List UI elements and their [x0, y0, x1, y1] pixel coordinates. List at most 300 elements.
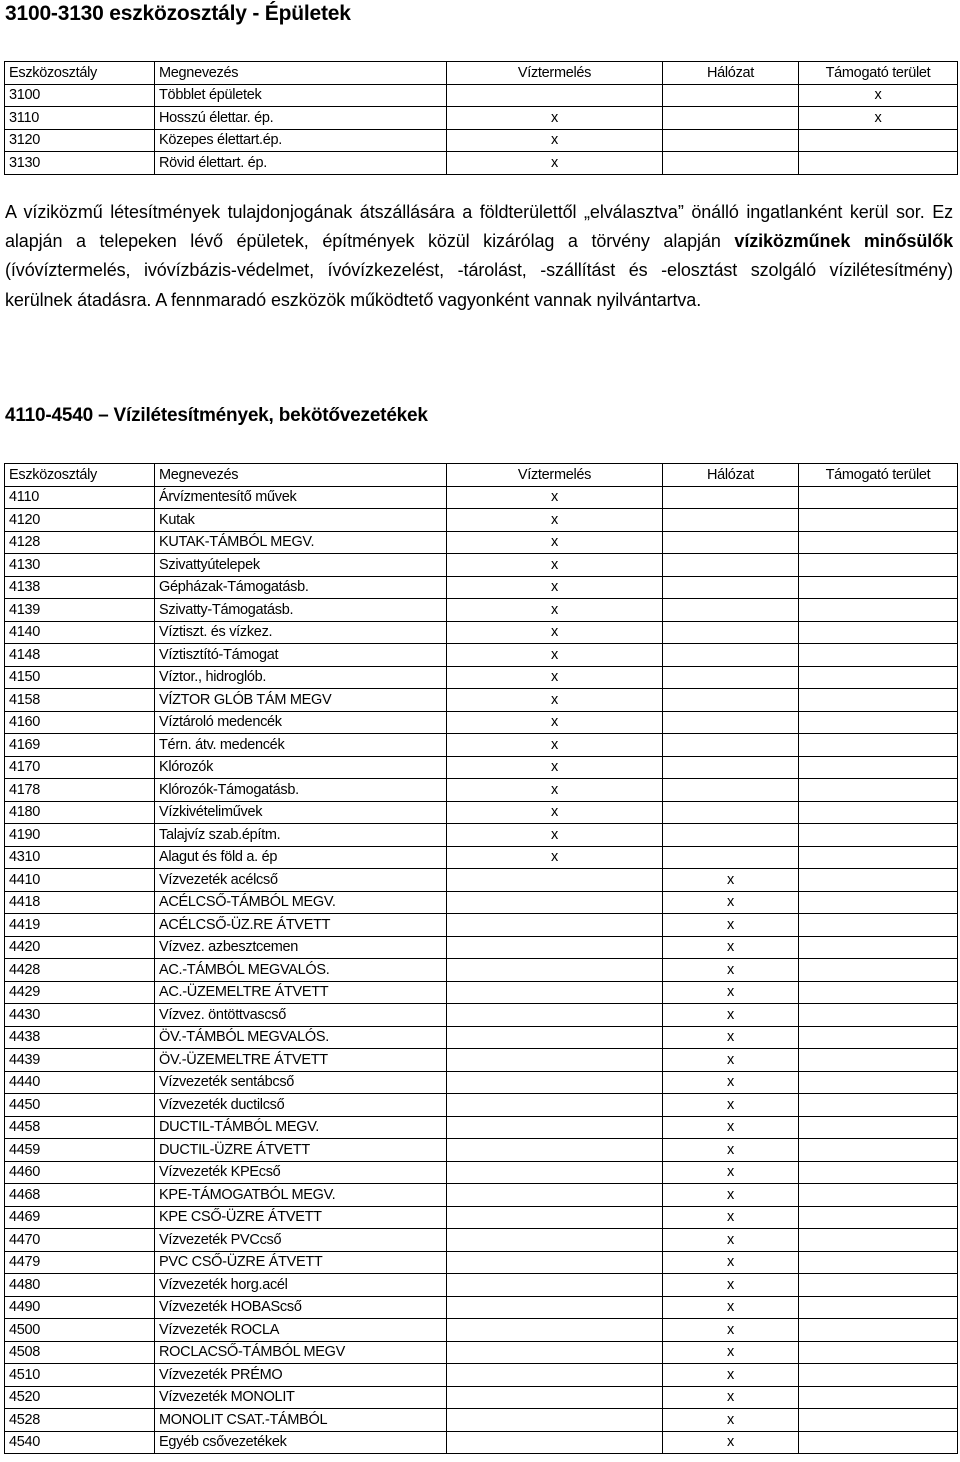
table-row	[5, 891, 958, 914]
transfer-paragraph	[5, 198, 953, 315]
cell-code: 3130	[5, 152, 155, 175]
cell-tamogato-terulet	[799, 1184, 958, 1207]
cell-code: 4120	[5, 509, 155, 532]
table-row	[5, 1409, 958, 1432]
cell-viztermeles: x	[447, 509, 663, 532]
cell-viztermeles	[447, 1206, 663, 1229]
table-row	[5, 1116, 958, 1139]
cell-tamogato-terulet	[799, 1229, 958, 1252]
cell-viztermeles	[447, 1184, 663, 1207]
cell-code: 4310	[5, 846, 155, 869]
cell-tamogato-terulet	[799, 1116, 958, 1139]
cell-halozat	[663, 756, 799, 779]
cell-tamogato-terulet	[799, 1386, 958, 1409]
cell-name: Vízvezeték horg.acél	[155, 1274, 447, 1297]
cell-name: Vízvezeték acélcső	[155, 869, 447, 892]
cell-name: Szivattyútelepek	[155, 554, 447, 577]
cell-tamogato-terulet	[799, 1341, 958, 1364]
cell-tamogato-terulet	[799, 1071, 958, 1094]
cell-code: 4480	[5, 1274, 155, 1297]
cell-name: Kutak	[155, 509, 447, 532]
cell-tamogato-terulet	[799, 711, 958, 734]
cell-halozat	[663, 779, 799, 802]
cell-code: 4140	[5, 621, 155, 644]
cell-halozat	[663, 84, 799, 107]
cell-tamogato-terulet	[799, 1049, 958, 1072]
table-row	[5, 869, 958, 892]
table-row	[5, 1049, 958, 1072]
cell-viztermeles: x	[447, 531, 663, 554]
paragraph-part1: A víziközmű létesítmények tulajdonjogának átszállására a földterülettől „elválasztva” önálló ingatlanként kerül sor. Ez alapján a telepeken lévő épületek, építmények közül kizárólag a törvény alapján	[5, 202, 953, 252]
paragraph-part2: (ívóvíztermelés, ivóvízbázis-védelmet, ívóvízkezelést, -tárolást, -szállítást és -elosztást szolgáló vízilétesítmény) kerülnek átadásra. A fennmaradó eszközök működtető vagyonként vannak nyilvántartva.	[5, 260, 953, 310]
cell-tamogato-terulet	[799, 554, 958, 577]
cell-halozat: x	[663, 1431, 799, 1454]
cell-code: 4420	[5, 936, 155, 959]
cell-name: Víztisztító-Támogat	[155, 644, 447, 667]
cell-viztermeles: x	[447, 779, 663, 802]
cell-viztermeles: x	[447, 756, 663, 779]
cell-name: Vízvezeték MONOLIT	[155, 1386, 447, 1409]
table-row	[5, 1251, 958, 1274]
table-row	[5, 152, 958, 175]
cell-tamogato-terulet	[799, 1251, 958, 1274]
cell-name: DUCTIL-ÜZRE ÁTVETT	[155, 1139, 447, 1162]
header-halozat: Hálózat	[663, 464, 799, 487]
cell-viztermeles: x	[447, 107, 663, 130]
header-tamogato-terulet: Támogató terület	[799, 62, 958, 85]
cell-halozat	[663, 644, 799, 667]
table-row	[5, 1341, 958, 1364]
cell-name: Vízvezeték PVCcső	[155, 1229, 447, 1252]
cell-code: 4458	[5, 1116, 155, 1139]
cell-code: 4128	[5, 531, 155, 554]
table-row	[5, 711, 958, 734]
cell-tamogato-terulet	[799, 509, 958, 532]
buildings-table	[4, 61, 958, 175]
cell-tamogato-terulet	[799, 152, 958, 175]
table-row	[5, 846, 958, 869]
cell-name: AC.-ÜZEMELTRE ÁTVETT	[155, 981, 447, 1004]
cell-halozat: x	[663, 1206, 799, 1229]
cell-tamogato-terulet	[799, 891, 958, 914]
cell-viztermeles: x	[447, 129, 663, 152]
cell-halozat: x	[663, 1229, 799, 1252]
cell-name: Hosszú élettar. ép.	[155, 107, 447, 130]
cell-viztermeles	[447, 891, 663, 914]
cell-viztermeles	[447, 1431, 663, 1454]
cell-viztermeles: x	[447, 711, 663, 734]
cell-viztermeles	[447, 1409, 663, 1432]
cell-halozat: x	[663, 959, 799, 982]
cell-code: 4520	[5, 1386, 155, 1409]
cell-viztermeles: x	[447, 554, 663, 577]
cell-viztermeles: x	[447, 689, 663, 712]
cell-halozat: x	[663, 1139, 799, 1162]
section2-title: 4110-4540 – Vízilétesítmények, bekötővezetékek	[5, 405, 428, 426]
table-row	[5, 1004, 958, 1027]
cell-tamogato-terulet	[799, 846, 958, 869]
cell-tamogato-terulet	[799, 1274, 958, 1297]
cell-halozat: x	[663, 1071, 799, 1094]
cell-tamogato-terulet	[799, 914, 958, 937]
cell-code: 4158	[5, 689, 155, 712]
cell-name: Közepes élettart.ép.	[155, 129, 447, 152]
header-viztermeles: Víztermelés	[447, 62, 663, 85]
cell-name: DUCTIL-TÁMBÓL MEGV.	[155, 1116, 447, 1139]
cell-name: Talajvíz szab.építm.	[155, 824, 447, 847]
cell-code: 4150	[5, 666, 155, 689]
cell-code: 3100	[5, 84, 155, 107]
cell-tamogato-terulet	[799, 666, 958, 689]
table-row	[5, 531, 958, 554]
cell-code: 4460	[5, 1161, 155, 1184]
cell-viztermeles: x	[447, 824, 663, 847]
cell-halozat: x	[663, 1004, 799, 1027]
cell-tamogato-terulet	[799, 1161, 958, 1184]
cell-tamogato-terulet	[799, 981, 958, 1004]
cell-tamogato-terulet	[799, 1319, 958, 1342]
cell-name: KUTAK-TÁMBÓL MEGV.	[155, 531, 447, 554]
water-facilities-table	[4, 463, 958, 1454]
cell-halozat: x	[663, 869, 799, 892]
cell-code: 4178	[5, 779, 155, 802]
cell-code: 4169	[5, 734, 155, 757]
header-megnevezes: Megnevezés	[155, 464, 447, 487]
cell-name: ACÉLCSŐ-TÁMBÓL MEGV.	[155, 891, 447, 914]
cell-code: 4508	[5, 1341, 155, 1364]
cell-tamogato-terulet	[799, 576, 958, 599]
table-row	[5, 107, 958, 130]
cell-code: 3120	[5, 129, 155, 152]
cell-viztermeles	[447, 981, 663, 1004]
cell-viztermeles	[447, 1071, 663, 1094]
cell-code: 4180	[5, 801, 155, 824]
cell-halozat: x	[663, 1341, 799, 1364]
cell-code: 4459	[5, 1139, 155, 1162]
cell-name: ÖV.-ÜZEMELTRE ÁTVETT	[155, 1049, 447, 1072]
cell-name: Vízvezeték sentábcső	[155, 1071, 447, 1094]
table-row	[5, 1229, 958, 1252]
cell-halozat	[663, 801, 799, 824]
cell-halozat	[663, 554, 799, 577]
table-row	[5, 801, 958, 824]
cell-halozat: x	[663, 914, 799, 937]
cell-halozat	[663, 734, 799, 757]
cell-viztermeles: x	[447, 734, 663, 757]
cell-name: Vízvezeték PRÉMO	[155, 1364, 447, 1387]
cell-halozat	[663, 576, 799, 599]
cell-name: Vízvezeték KPEcső	[155, 1161, 447, 1184]
cell-viztermeles	[447, 936, 663, 959]
cell-code: 4170	[5, 756, 155, 779]
cell-tamogato-terulet	[799, 644, 958, 667]
table-row	[5, 914, 958, 937]
cell-name: Vízvezeték HOBAScső	[155, 1296, 447, 1319]
cell-code: 4419	[5, 914, 155, 937]
cell-halozat: x	[663, 1049, 799, 1072]
cell-name: ROCLACSŐ-TÁMBÓL MEGV	[155, 1341, 447, 1364]
cell-code: 4410	[5, 869, 155, 892]
cell-viztermeles	[447, 1026, 663, 1049]
cell-tamogato-terulet	[799, 936, 958, 959]
cell-halozat: x	[663, 1364, 799, 1387]
cell-name: KPE CSŐ-ÜZRE ÁTVETT	[155, 1206, 447, 1229]
cell-tamogato-terulet	[799, 1431, 958, 1454]
cell-viztermeles: x	[447, 846, 663, 869]
cell-halozat: x	[663, 1251, 799, 1274]
cell-halozat: x	[663, 1386, 799, 1409]
cell-halozat: x	[663, 1116, 799, 1139]
table-row	[5, 599, 958, 622]
cell-name: VÍZTOR GLÓB TÁM MEGV	[155, 689, 447, 712]
cell-tamogato-terulet	[799, 869, 958, 892]
cell-code: 4470	[5, 1229, 155, 1252]
cell-halozat: x	[663, 1161, 799, 1184]
cell-code: 4528	[5, 1409, 155, 1432]
table-row	[5, 1431, 958, 1454]
cell-code: 4450	[5, 1094, 155, 1117]
cell-halozat	[663, 689, 799, 712]
cell-viztermeles: x	[447, 576, 663, 599]
table-row	[5, 84, 958, 107]
table-row	[5, 1206, 958, 1229]
cell-tamogato-terulet	[799, 1364, 958, 1387]
cell-code: 4160	[5, 711, 155, 734]
cell-halozat: x	[663, 1319, 799, 1342]
cell-name: ÖV.-TÁMBÓL MEGVALÓS.	[155, 1026, 447, 1049]
cell-name: Klórozók	[155, 756, 447, 779]
cell-name: Vízkivételiművek	[155, 801, 447, 824]
cell-code: 4540	[5, 1431, 155, 1454]
cell-tamogato-terulet: x	[799, 84, 958, 107]
cell-halozat: x	[663, 1184, 799, 1207]
cell-tamogato-terulet	[799, 1094, 958, 1117]
cell-code: 4428	[5, 959, 155, 982]
header-viztermeles: Víztermelés	[447, 464, 663, 487]
cell-halozat	[663, 846, 799, 869]
cell-halozat	[663, 621, 799, 644]
cell-tamogato-terulet	[799, 1409, 958, 1432]
cell-halozat	[663, 129, 799, 152]
table-row	[5, 576, 958, 599]
cell-viztermeles	[447, 1161, 663, 1184]
cell-halozat	[663, 486, 799, 509]
table-row	[5, 509, 958, 532]
section1-title: 3100-3130 eszközosztály - Épületek	[5, 2, 351, 25]
cell-viztermeles	[447, 1319, 663, 1342]
cell-viztermeles	[447, 84, 663, 107]
cell-tamogato-terulet	[799, 756, 958, 779]
header-halozat: Hálózat	[663, 62, 799, 85]
cell-tamogato-terulet	[799, 689, 958, 712]
table-row	[5, 1071, 958, 1094]
cell-tamogato-terulet	[799, 621, 958, 644]
cell-viztermeles	[447, 1274, 663, 1297]
cell-tamogato-terulet	[799, 599, 958, 622]
cell-name: Klórozók-Támogatásb.	[155, 779, 447, 802]
cell-name: Szivatty-Támogatásb.	[155, 599, 447, 622]
header-megnevezes: Megnevezés	[155, 62, 447, 85]
cell-halozat: x	[663, 936, 799, 959]
table-row	[5, 1364, 958, 1387]
cell-tamogato-terulet	[799, 1026, 958, 1049]
cell-tamogato-terulet	[799, 531, 958, 554]
cell-tamogato-terulet	[799, 486, 958, 509]
cell-name: PVC CSŐ-ÜZRE ÁTVETT	[155, 1251, 447, 1274]
cell-code: 4479	[5, 1251, 155, 1274]
table-row	[5, 1094, 958, 1117]
cell-code: 4130	[5, 554, 155, 577]
cell-viztermeles	[447, 1229, 663, 1252]
cell-tamogato-terulet	[799, 1004, 958, 1027]
table-row	[5, 486, 958, 509]
cell-viztermeles	[447, 1251, 663, 1274]
cell-name: Alagut és föld a. ép	[155, 846, 447, 869]
cell-name: Gépházak-Támogatásb.	[155, 576, 447, 599]
table-row	[5, 1319, 958, 1342]
table-row	[5, 756, 958, 779]
table-row	[5, 644, 958, 667]
table-row	[5, 1274, 958, 1297]
cell-name: Víztiszt. és vízkez.	[155, 621, 447, 644]
cell-halozat: x	[663, 1026, 799, 1049]
cell-name: MONOLIT CSAT.-TÁMBÓL	[155, 1409, 447, 1432]
cell-name: Víztároló medencék	[155, 711, 447, 734]
paragraph-bold: víziközműnek minősülők	[734, 231, 953, 252]
cell-tamogato-terulet	[799, 824, 958, 847]
cell-name: Egyéb csővezetékek	[155, 1431, 447, 1454]
table-row	[5, 1139, 958, 1162]
cell-halozat: x	[663, 1094, 799, 1117]
table-row	[5, 689, 958, 712]
cell-viztermeles	[447, 1004, 663, 1027]
cell-halozat	[663, 531, 799, 554]
table-row	[5, 734, 958, 757]
cell-viztermeles: x	[447, 152, 663, 175]
cell-code: 4190	[5, 824, 155, 847]
cell-code: 4138	[5, 576, 155, 599]
cell-name: Rövid élettart. ép.	[155, 152, 447, 175]
cell-code: 4418	[5, 891, 155, 914]
header-tamogato-terulet: Támogató terület	[799, 464, 958, 487]
cell-viztermeles	[447, 1341, 663, 1364]
table-row	[5, 554, 958, 577]
cell-halozat: x	[663, 1409, 799, 1432]
cell-code: 4430	[5, 1004, 155, 1027]
cell-name: Árvízmentesítő művek	[155, 486, 447, 509]
table-row	[5, 1026, 958, 1049]
cell-halozat: x	[663, 1274, 799, 1297]
cell-code: 3110	[5, 107, 155, 130]
cell-viztermeles	[447, 1139, 663, 1162]
header-eszkozosztaly: Eszközosztály	[5, 464, 155, 487]
header-eszkozosztaly: Eszközosztály	[5, 62, 155, 85]
cell-halozat: x	[663, 891, 799, 914]
cell-viztermeles: x	[447, 621, 663, 644]
table-row	[5, 936, 958, 959]
cell-tamogato-terulet	[799, 959, 958, 982]
cell-code: 4469	[5, 1206, 155, 1229]
cell-viztermeles	[447, 1296, 663, 1319]
table-row	[5, 621, 958, 644]
table-header-row	[5, 62, 958, 85]
cell-code: 4510	[5, 1364, 155, 1387]
cell-halozat	[663, 666, 799, 689]
cell-code: 4440	[5, 1071, 155, 1094]
cell-viztermeles: x	[447, 486, 663, 509]
cell-viztermeles: x	[447, 644, 663, 667]
table-row	[5, 666, 958, 689]
cell-tamogato-terulet	[799, 129, 958, 152]
cell-viztermeles	[447, 1049, 663, 1072]
table-row	[5, 981, 958, 1004]
cell-tamogato-terulet	[799, 801, 958, 824]
cell-name: Térn. átv. medencék	[155, 734, 447, 757]
cell-code: 4139	[5, 599, 155, 622]
cell-viztermeles	[447, 959, 663, 982]
cell-halozat	[663, 824, 799, 847]
cell-tamogato-terulet	[799, 779, 958, 802]
cell-halozat	[663, 599, 799, 622]
cell-name: Víztor., hidroglób.	[155, 666, 447, 689]
cell-name: KPE-TÁMOGATBÓL MEGV.	[155, 1184, 447, 1207]
table-row	[5, 1161, 958, 1184]
cell-code: 4438	[5, 1026, 155, 1049]
cell-tamogato-terulet	[799, 1296, 958, 1319]
cell-name: ACÉLCSŐ-ÜZ.RE ÁTVETT	[155, 914, 447, 937]
cell-name: Többlet épületek	[155, 84, 447, 107]
cell-code: 4490	[5, 1296, 155, 1319]
cell-viztermeles: x	[447, 599, 663, 622]
cell-tamogato-terulet	[799, 1206, 958, 1229]
cell-name: Vízvez. azbesztcemen	[155, 936, 447, 959]
table-header-row	[5, 464, 958, 487]
table-row	[5, 129, 958, 152]
cell-code: 4148	[5, 644, 155, 667]
cell-viztermeles	[447, 1364, 663, 1387]
table-row	[5, 959, 958, 982]
cell-code: 4468	[5, 1184, 155, 1207]
cell-halozat	[663, 711, 799, 734]
table-row	[5, 1386, 958, 1409]
table-row	[5, 1184, 958, 1207]
cell-viztermeles	[447, 869, 663, 892]
cell-viztermeles	[447, 914, 663, 937]
cell-name: Vízvezeték ROCLA	[155, 1319, 447, 1342]
cell-tamogato-terulet	[799, 1139, 958, 1162]
cell-halozat: x	[663, 981, 799, 1004]
cell-halozat	[663, 107, 799, 130]
cell-viztermeles: x	[447, 801, 663, 824]
cell-tamogato-terulet: x	[799, 107, 958, 130]
cell-viztermeles: x	[447, 666, 663, 689]
table-row	[5, 824, 958, 847]
cell-code: 4439	[5, 1049, 155, 1072]
cell-code: 4110	[5, 486, 155, 509]
cell-viztermeles	[447, 1386, 663, 1409]
cell-tamogato-terulet	[799, 734, 958, 757]
cell-code: 4500	[5, 1319, 155, 1342]
cell-halozat	[663, 152, 799, 175]
cell-name: AC.-TÁMBÓL MEGVALÓS.	[155, 959, 447, 982]
cell-halozat: x	[663, 1296, 799, 1319]
cell-viztermeles	[447, 1116, 663, 1139]
cell-viztermeles	[447, 1094, 663, 1117]
cell-halozat	[663, 509, 799, 532]
cell-name: Vízvez. öntöttvascső	[155, 1004, 447, 1027]
table-row	[5, 1296, 958, 1319]
cell-code: 4429	[5, 981, 155, 1004]
